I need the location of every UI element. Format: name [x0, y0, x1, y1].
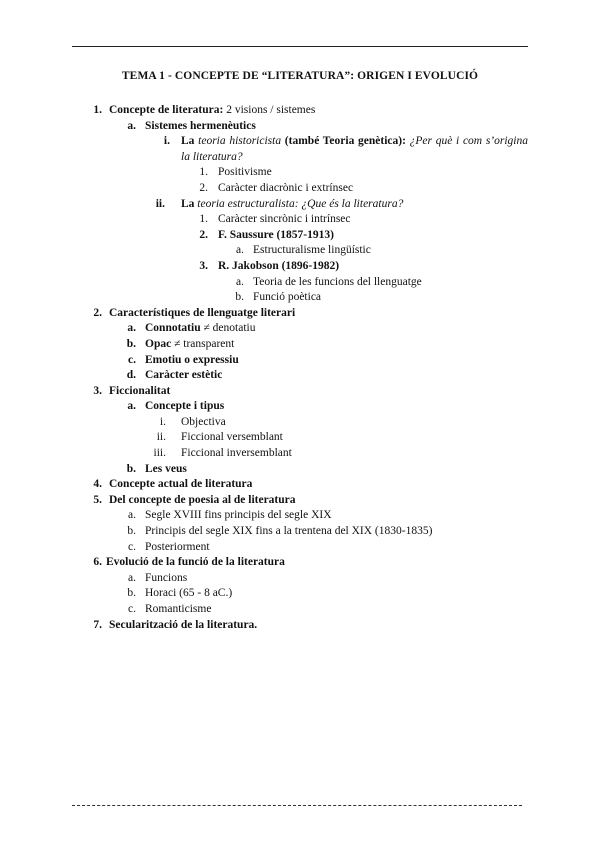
- item-label: Secularització de la literatura.: [109, 618, 258, 631]
- outline-item-5a: [0, 508, 600, 524]
- outline-item-2b: [0, 337, 600, 353]
- outline-item-3a: [0, 399, 600, 415]
- item-number: 4.: [93, 478, 102, 491]
- item-label: La: [181, 197, 198, 210]
- outline-item-3a-i: [0, 415, 600, 431]
- item-text: Romanticisme: [145, 603, 212, 615]
- outline-item-3b: [0, 462, 600, 478]
- theory-alt-name: (també Teoria genètica):: [281, 135, 410, 148]
- item-number: ii.: [156, 431, 166, 444]
- item-text: Funcions: [145, 571, 188, 584]
- item-text: Objectiva: [181, 415, 226, 428]
- outline-item-1a-ii-3a: [0, 275, 600, 291]
- item-label: Emotiu o expressiu: [145, 353, 239, 366]
- item-label: R. Jakobson (1896-1982): [218, 259, 340, 272]
- item-text: Teoria de les funcions del llenguatge: [253, 275, 422, 288]
- outline-item-2c: [0, 353, 600, 369]
- outline-item-6c: [0, 602, 600, 618]
- item-text: Positivisme: [218, 166, 272, 179]
- item-label: Concepte actual de literatura: [109, 478, 253, 491]
- item-text: Horaci (65 - 8 aC.): [145, 587, 233, 600]
- item-label: Concepte i tipus: [145, 400, 225, 413]
- outline-item-2: [0, 306, 600, 322]
- item-label: Ficcionalitat: [109, 384, 171, 397]
- item-text: Funció poètica: [253, 291, 322, 304]
- outline-item-1: [0, 103, 600, 119]
- theory-name: teoria historicista: [198, 135, 282, 148]
- item-text: Caràcter sincrònic i intrínsec: [218, 213, 351, 226]
- item-number: c.: [128, 603, 136, 615]
- outline-item-1a-i: [0, 134, 600, 165]
- item-text: Ficcional inversemblant: [181, 447, 292, 460]
- item-number: a.: [127, 119, 136, 132]
- outline-item-1a: [0, 119, 600, 135]
- outline-item-3a-ii: [0, 430, 600, 446]
- item-label: Sistemes hermenèutics: [145, 119, 256, 132]
- item-number: 1.: [199, 213, 208, 226]
- item-text: Segle XVIII fins principis del segle XIX: [145, 509, 332, 522]
- outline-item-6a: [0, 571, 600, 587]
- item-number: 1.: [93, 104, 102, 116]
- outline-item-5b: [0, 524, 600, 540]
- item-text: Posteriorment: [145, 540, 210, 553]
- item-number: a.: [236, 244, 244, 257]
- item-number: 3.: [93, 384, 102, 397]
- item-number: i.: [159, 415, 166, 428]
- item-number: d.: [126, 369, 136, 382]
- item-number: a.: [127, 322, 136, 335]
- item-number: 6.: [93, 556, 102, 569]
- footer-rule: [72, 805, 522, 806]
- item-number: iii.: [153, 447, 166, 460]
- item-number: b.: [235, 291, 244, 304]
- item-number: a.: [128, 571, 136, 584]
- item-number: b.: [127, 525, 136, 538]
- theory-name: teoria estructuralista: ¿Que és la literatura?: [197, 197, 404, 210]
- item-number: 1.: [199, 166, 208, 179]
- item-label: La: [181, 135, 199, 148]
- item-number: 2.: [199, 228, 208, 241]
- outline-item-1a-ii-3: [0, 259, 600, 275]
- outline-item-1a-ii-2: [0, 228, 600, 244]
- item-label: Característiques de llenguatge literari: [109, 306, 296, 319]
- outline-item-1a-ii-2a: [0, 243, 600, 259]
- outline-item-7: [0, 618, 600, 634]
- item-number: b.: [126, 462, 136, 475]
- outline-item-1a-ii: [0, 197, 600, 213]
- outline-item-6b: [0, 586, 600, 602]
- item-number: 3.: [199, 259, 208, 272]
- item-label: Connotatiu: [145, 322, 201, 335]
- item-number: c.: [128, 540, 136, 553]
- item-label: Del concepte de poesia al de literatura: [109, 493, 296, 506]
- theory-question: ¿Per què i com s’origina la literatura?: [181, 135, 529, 163]
- outline-item-4: [0, 477, 600, 493]
- item-text: Caràcter diacrònic i extrínsec: [218, 181, 354, 194]
- item-text: Principis del segle XIX fins a la trentena del XIX (1830-1835): [145, 525, 433, 538]
- outline-item-6: [0, 555, 600, 571]
- outline-item-1a-i-2: [0, 181, 600, 197]
- item-label: Les veus: [145, 462, 187, 475]
- item-number: a.: [128, 509, 136, 522]
- item-label: Caràcter estètic: [145, 369, 223, 382]
- item-text: ≠ denotatiu: [200, 322, 256, 335]
- outline-item-3: [0, 384, 600, 400]
- item-label: Concepte de literatura:: [109, 104, 224, 116]
- item-number: 2.: [93, 306, 102, 319]
- item-text: Estructuralisme lingüístic: [253, 244, 371, 257]
- outline-item-1a-ii-1: [0, 212, 600, 228]
- item-number: b.: [127, 587, 136, 600]
- document-outline: [0, 103, 600, 633]
- outline-item-1a-i-1: [0, 165, 600, 181]
- item-label: Evolució de la funció de la literatura: [106, 556, 285, 569]
- item-number: i.: [163, 135, 170, 148]
- outline-item-3a-iii: [0, 446, 600, 462]
- outline-item-1a-ii-3b: [0, 290, 600, 306]
- outline-item-2a: [0, 321, 600, 337]
- item-number: 2.: [199, 181, 208, 194]
- document-title: TEMA 1 - CONCEPTE DE “LITERATURA”: ORIGEN I EVOLUCIÓ: [121, 70, 479, 82]
- item-number: 7.: [93, 618, 102, 631]
- item-text: 2 visions / sistemes: [223, 104, 316, 116]
- outline-item-5: [0, 493, 600, 509]
- item-label: Opac: [145, 337, 172, 350]
- item-text: Ficcional versemblant: [181, 431, 283, 444]
- item-number: ii.: [155, 197, 165, 210]
- item-number: 5.: [93, 493, 102, 506]
- item-label: F. Saussure (1857-1913): [218, 228, 334, 241]
- item-number: a.: [236, 275, 244, 288]
- item-number: b.: [126, 337, 136, 350]
- outline-item-5c: [0, 540, 600, 556]
- outline-item-2d: [0, 368, 600, 384]
- item-number: c.: [128, 353, 136, 366]
- header-rule: [72, 46, 528, 47]
- item-text: ≠ transparent: [171, 337, 235, 350]
- item-number: a.: [127, 400, 136, 413]
